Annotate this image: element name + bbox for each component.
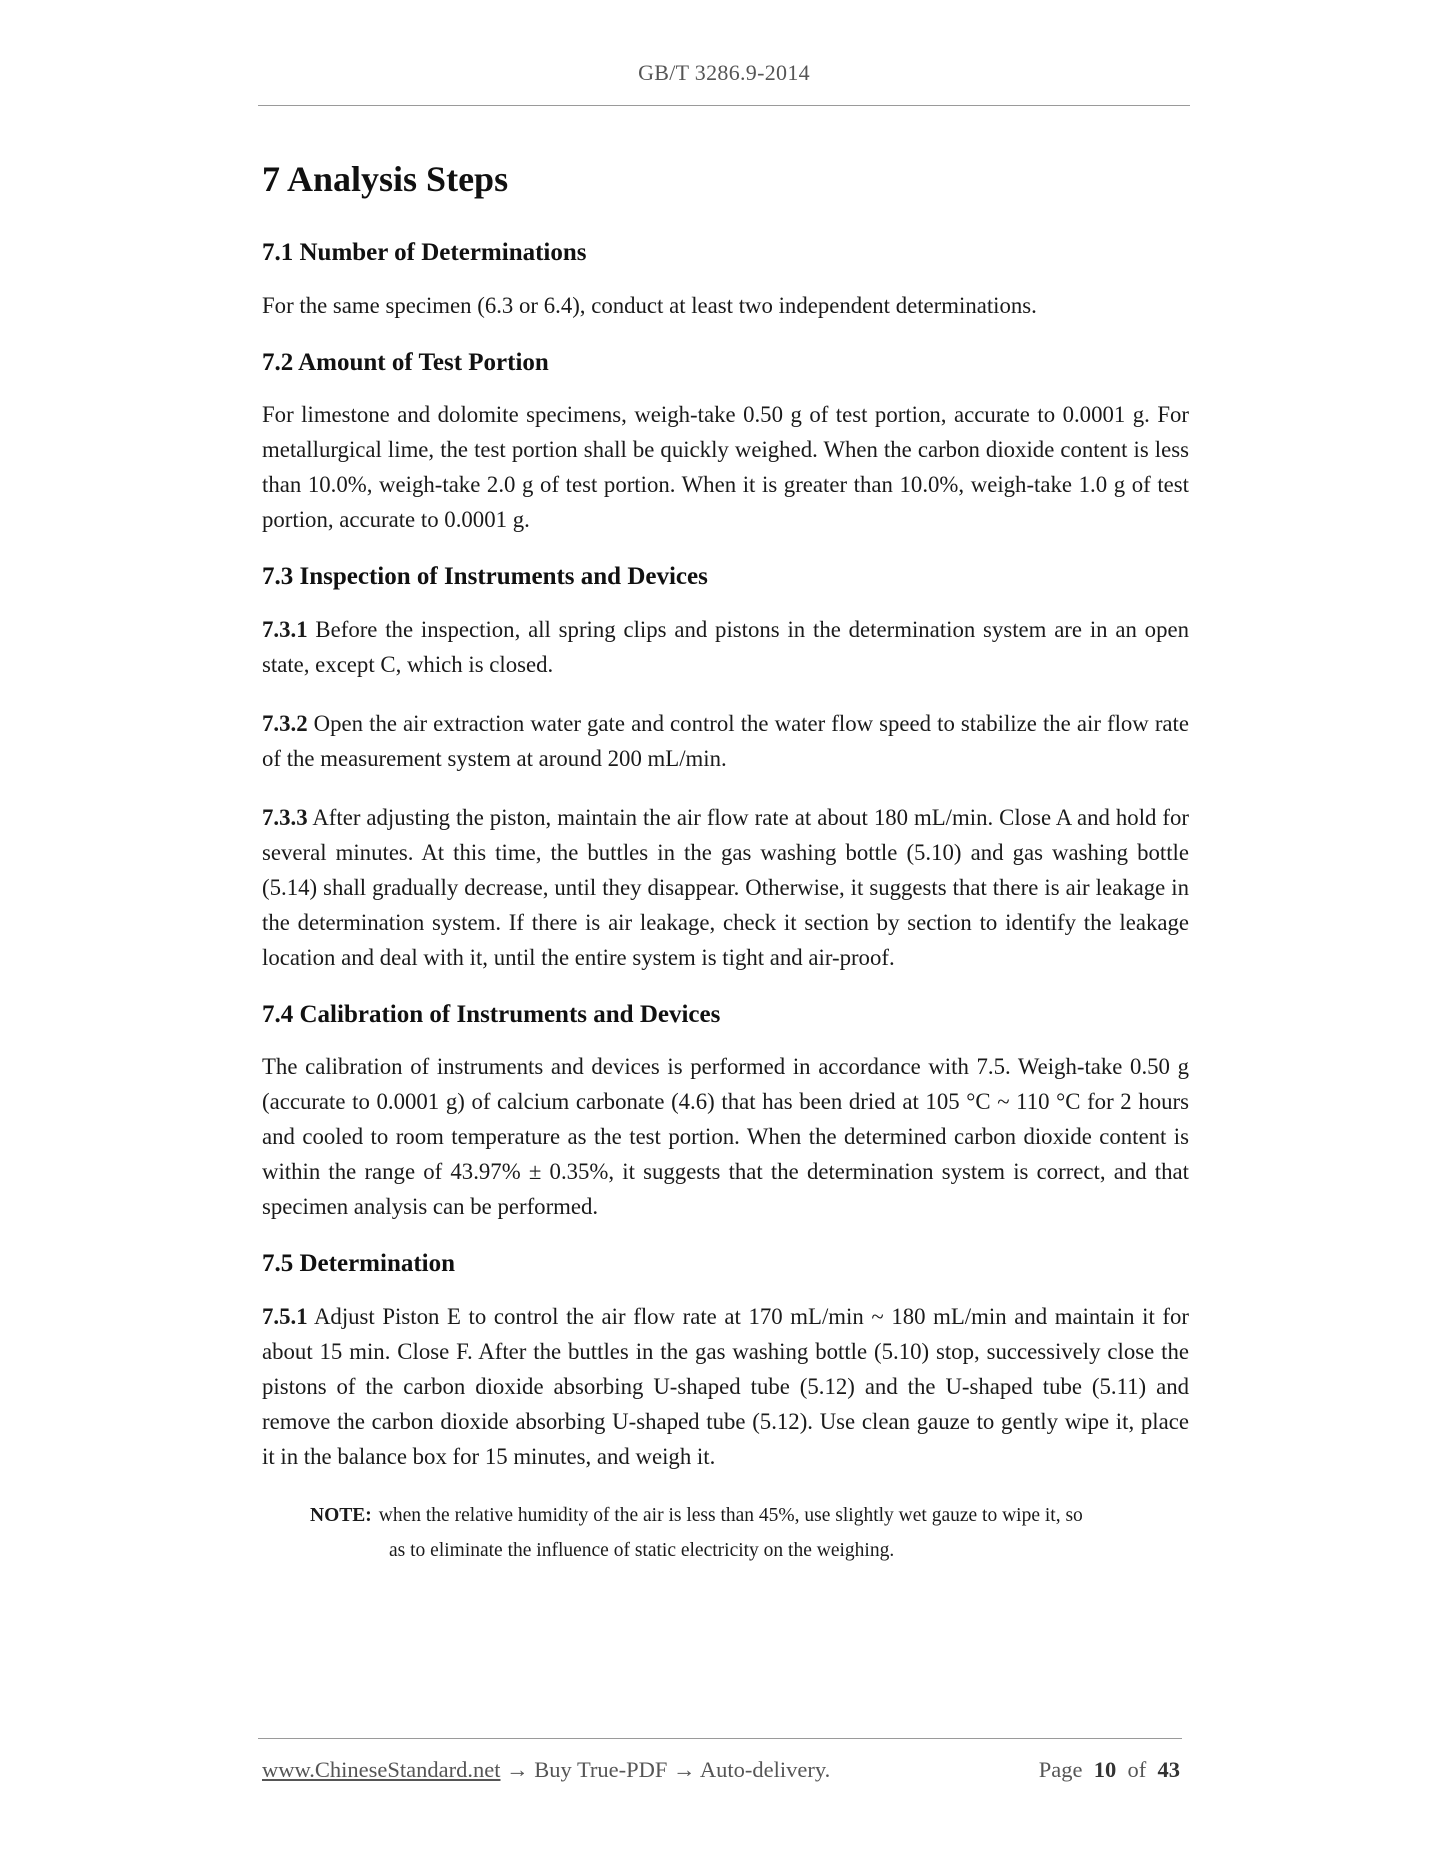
page-indicator [1039,1757,1180,1783]
note-label: NOTE: [310,1504,372,1526]
page-footer [262,1757,1180,1783]
of-word: of [1127,1757,1147,1782]
page-header: GB/T 3286.9-2014 [638,60,810,85]
page-word: Page [1038,1757,1083,1782]
note-line-2: as to eliminate the influence of static electricity on the weighing. [389,1539,895,1561]
note-block [310,1498,1189,1568]
clause-number: 7.3.3 [262,804,308,830]
page-total: 43 [1157,1757,1180,1782]
subsection-7-1-title: 7.1 Number of Determinations [262,239,587,267]
subsection-7-3-title: 7.3 Inspection of Instruments and Devices [262,563,708,591]
subsection-7-2-title: 7.2 Amount of Test Portion [262,348,549,376]
promo-text: → Buy True-PDF → Auto-delivery. [500,1757,831,1782]
clause-number: 7.3.1 [262,616,308,642]
subsection-7-1-text: For the same specimen (6.3 or 6.4), conduct at least two independent determinations. [262,292,1037,318]
subsection-7-2-text: For limestone and dolomite specimens, weigh-take 0.50 g of test portion, accurate to 0.0001 g. For metallurgical lime, the test portion shall be quickly weighed. When the carbon dioxide content is less than 10.0%, weigh-take 2.0 g of test portion. When it is greater than 10.0%, weigh-take 1.0 g of test portion, accurate to 0.0001 g. [262,402,1189,533]
clause-7-5-1 [262,1299,1189,1474]
clause-text: After adjusting the piston, maintain the air flow rate at about 180 mL/min. Close A and hold for several minutes. At this time, the buttles in the gas washing bottle (5.10) and gas washing bottle (5.14) shall gradually decrease, until they disappear. Otherwise, it suggests that there is air leakage in the determination system. If there is air leakage, check it section by section to identify the leakage location and deal with it, until the entire system is tight and air-proof. [262,804,1189,970]
header-divider [258,105,1190,106]
clause-7-3-1 [262,612,1189,682]
subsection-7-5-title: 7.5 Determination [262,1250,456,1278]
subsection-7-4-title: 7.4 Calibration of Instruments and Devices [262,1000,721,1028]
page-number: 10 [1093,1757,1117,1782]
subsection-7-4-text: The calibration of instruments and devices is performed in accordance with 7.5. Weigh-take 0.50 g (accurate to 0.0001 g) of calcium carbonate (4.6) that has been dried at 105 °C ~ 110 °C for 2 hours and cooled to room temperature as the test portion. When the determined carbon dioxide content is within the range of 43.97% ± 0.35%, it suggests that the determination system is correct, and that specimen analysis can be performed. [262,1054,1189,1220]
clause-text: Adjust Piston E to control the air flow rate at 170 mL/min ~ 180 mL/min and maintain it for about 15 min. Close F. After the buttles in the gas washing bottle (5.10) stop, successively close the pistons of the carbon dioxide absorbing U-shaped tube (5.12) and the U-shaped tube (5.11) and remove the carbon dioxide absorbing U-shaped tube (5.12). Use clean gauze to gently wipe it, place it in the balance box for 15 minutes, and weigh it. [262,1303,1189,1469]
clause-number: 7.3.2 [262,710,308,736]
site-link[interactable]: www.ChineseStandard.net [262,1757,501,1782]
section-title: 7 Analysis Steps [262,159,509,199]
page-body [262,158,1189,1568]
clause-text: Open the air extraction water gate and control the water flow speed to stabilize the air flow rate of the measurement system at around 200 mL/min. [262,710,1189,771]
clause-7-3-3 [262,800,1189,975]
clause-text: Before the inspection, all spring clips and pistons in the determination system are in an open state, except C, which is closed. [262,616,1189,677]
clause-7-3-2 [262,706,1189,776]
footer-divider [258,1738,1182,1739]
clause-number: 7.5.1 [262,1303,308,1329]
footer-promo [262,1757,830,1783]
note-line-1: when the relative humidity of the air is less than 45%, use slightly wet gauze to wipe it, so [378,1504,1083,1526]
